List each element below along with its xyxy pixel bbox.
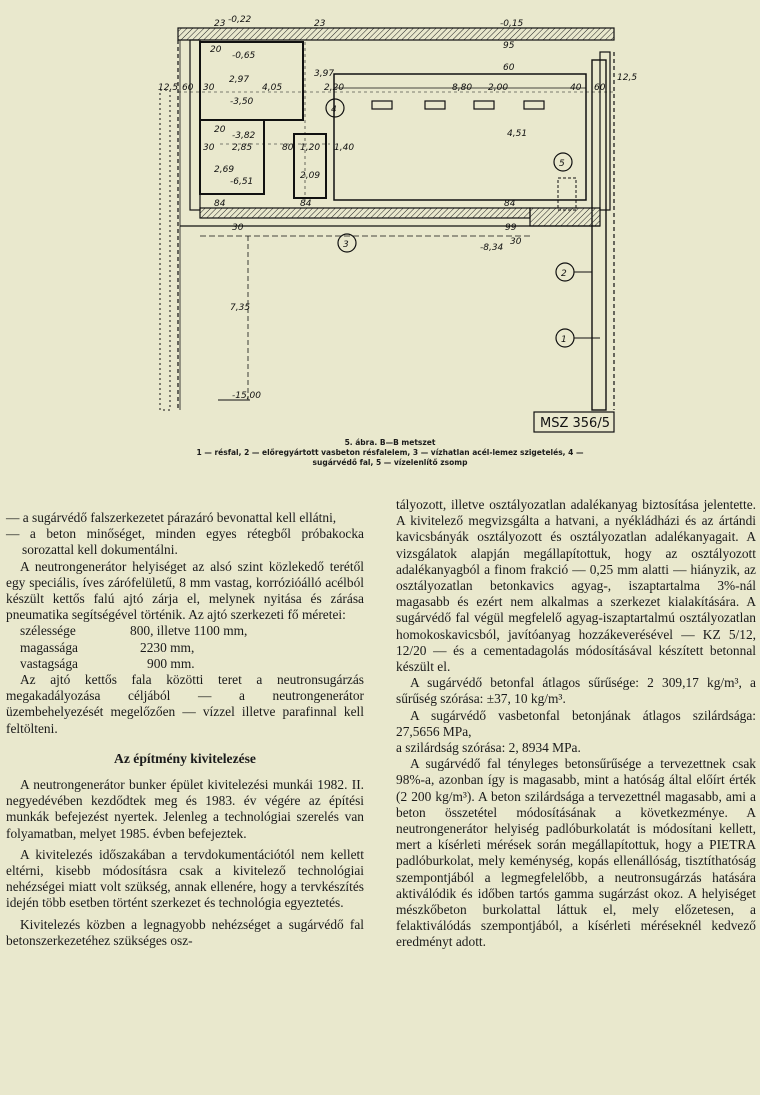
dim: 12,5: [158, 83, 179, 93]
dim: -15,00: [232, 391, 262, 401]
paragraph: A sugárvédő vasbetonfal betonjának átlagos szilárdsága: 27,5656 MPa,: [396, 707, 756, 739]
paragraph: a szilárdság szórása: 2, 8934 MPa.: [396, 740, 581, 756]
dim: 20: [210, 45, 222, 55]
dim: 3,97: [314, 69, 335, 79]
dim: 60: [182, 83, 194, 93]
dim-value: 800, illetve 1100 mm,: [130, 623, 248, 639]
right-wall: [600, 52, 610, 210]
caption-text: 1 — résfal, 2 — előregyártott vasbeton résfalelem, 3 — vízhatlan acél-lemez szigetelés, 4 — sugárvédő fal, 5 — vízelenlítő zsomp: [196, 448, 584, 467]
dim: -6,51: [230, 177, 254, 187]
dim: 2,97: [229, 75, 250, 85]
dim: 40: [570, 83, 582, 93]
paragraph: tályozott, illetve osztályozatlan adalékanyag biztosítása jelentette. A kivitelező megvizsgálta a hatvani, a nyékládházi és az ártándi kavicsbányák osztályozott és osztályozatlan adalékanyagait. A vizsgálatok alapján megállapítottuk, hogy az osztályozott adalékanyagból a finom frakció — 0,25 mm alatti — hiányzik, az osztályozatlan betonkavics agyag-, iszaptartalma 3%-nál magasabb és ezért nem alkalmas a szerkezet kialakítására. A sugárvédő fal végül megfelelő agyag-iszaptartalmú osztályozatlan homokoskavicsból, javítóanyag hozzákeverésével — KZ 5/12, 12/20 — és a cementadagolás módosításával készített betonnal készült el.: [396, 497, 756, 675]
dim: -0,65: [232, 51, 256, 61]
dim: 80: [282, 143, 294, 153]
dim: 4,51: [507, 129, 528, 139]
paragraph: A sugárvédő betonfal átlagos sűrűsége: 2 309,17 kg/m³, a sűrűség szórása: ±37, 10 kg/m³.: [396, 675, 756, 707]
dim: 20: [214, 125, 226, 135]
dim: 7,35: [230, 303, 251, 313]
dim: 84: [504, 199, 516, 209]
paragraph: A neutrongenerátor bunker épület kivitelezési munkái 1982. II. negyedévében kezdődtek meg és 1983. év végére az építési munkák befejezést nyertek. Jelenleg a technológiai szerelés van folyamatban, melyet 1985. évben befejeztek.: [6, 777, 364, 841]
bullet-item: — a beton minőséget, minden egyes rétegből próbakocka sorozattal kell dokumentálni.: [6, 526, 364, 558]
dim: -3,50: [230, 97, 254, 107]
right-column: [396, 497, 756, 951]
dim: 95: [503, 41, 515, 51]
dim: 4,05: [262, 83, 283, 93]
callout-4-text: 4: [331, 105, 337, 115]
dim: 1,20: [300, 143, 321, 153]
bullet-item: — a sugárvédő falszerkezetet párazáró bevonattal kell ellátni,: [6, 510, 337, 525]
dim: 99: [505, 223, 517, 233]
paragraph: A kivitelezés időszakában a tervdokumentációtól nem kellett eltérni, kisebb módosításra csak a kivitelező technológiai nehézségei miatt volt szükség, annak ellenére, hogy a tervkészítés idején több esetben történt szerkezet és technológia egyeztetés.: [6, 846, 364, 911]
sump: [558, 178, 576, 210]
dim: 1,40: [334, 143, 355, 153]
dim: 23: [314, 19, 326, 29]
figure-caption: [180, 438, 600, 468]
dim: 23: [214, 19, 226, 29]
dim: 60: [594, 83, 606, 93]
dim: 30: [203, 143, 215, 153]
callout-1-text: 1: [561, 335, 567, 345]
dim-label: magassága: [20, 639, 79, 655]
dim: 30: [203, 83, 215, 93]
dim-label: szélessége: [20, 623, 76, 639]
dim: -8,34: [480, 243, 504, 253]
section-drawing: [0, 0, 760, 485]
dim: -0,22: [228, 15, 252, 25]
dim: 60: [503, 63, 515, 73]
dim-value: 900 mm.: [147, 655, 195, 671]
door-dimensions-table: [20, 623, 251, 672]
dim: 2,85: [232, 143, 253, 153]
table-row: [20, 640, 251, 656]
dim-value: 2230 mm,: [140, 639, 195, 655]
dim: 8,80: [452, 83, 473, 93]
callout-2-text: 2: [561, 269, 567, 279]
dim: 84: [214, 199, 226, 209]
paragraph: A sugárvédő fal tényleges betonsűrűsége a tervezettnek csak 98%-a, azonban így is magasabb, mint a hatóság által előírt érték (2 200 kg/m³). A beton szilárdsága a tervezettnél magasabb, ami a beton összetétel módosításának a következménye. A neutrongenerátor helyiség padlóburkolatát is módosítani kellett, mert a kísérleti mérések során megállapítottuk, hogy a PIETRA padlóburkolat, mely keménység, kopás ellenállóság, tisztíthatóság szempontjából a legmegfelelőbb, a neutronsugárzás hatására aktiválódik és időben tartós gamma sugárzást okoz. A helyiséget mészkőbeton burkolattal láttuk el, mely előzetesen, a felaktiválódás szempontjából, a kísérleti méréseknél kedvező eredményt adott.: [396, 756, 756, 950]
caption-title: 5. ábra. B—B metszet: [344, 438, 436, 447]
dim-label: vastagsága: [20, 655, 79, 671]
dim: 12,5: [617, 73, 638, 83]
stamp-text: MSZ 356/5: [540, 416, 610, 431]
dim: -3,82: [232, 131, 256, 141]
table-row: [20, 656, 251, 672]
section-heading: Az építmény kivitelezése: [114, 750, 256, 766]
dim: 30: [232, 223, 244, 233]
dim: 2,09: [300, 171, 321, 181]
dim: 2,20: [324, 83, 345, 93]
paragraph: Az ajtó kettős fala közötti teret a neutronsugárzás megakadályozása céljából — a neutrongenerátor üzembehelyezését megelőzően — vízzel illetve parafinnal kell feltölteni.: [6, 672, 364, 736]
cross-section-svg: [0, 0, 760, 485]
callout-5-text: 5: [559, 159, 565, 169]
table-row: [20, 623, 251, 639]
callout-3-text: 3: [343, 240, 349, 250]
left-wall: [190, 40, 200, 210]
top-slab: [178, 28, 614, 40]
floor-slab: [200, 208, 530, 218]
dim: 30: [510, 237, 522, 247]
dim: 2,69: [214, 165, 235, 175]
paragraph: A neutrongenerátor helyiséget az alsó szint közlekedő terétől egy speciális, íves zárófelületű, 8 mm vastag, korrózióálló acélból készült kettős falú ajtó zárja el, melynek nyitása és zárása pneumatika segítségével történik. Az ajtó szerkezeti fő méretei:: [6, 558, 364, 623]
dim: -0,15: [500, 19, 524, 29]
dim: 84: [300, 199, 312, 209]
left-column: [6, 510, 364, 949]
diaphragm-wall-element: [592, 60, 606, 410]
paragraph: Kivitelezés közben a legnagyobb nehézséget a sugárvédő fal betonszerkezetéhez szükséges osz-: [6, 916, 364, 948]
dim: 2,00: [488, 83, 509, 93]
